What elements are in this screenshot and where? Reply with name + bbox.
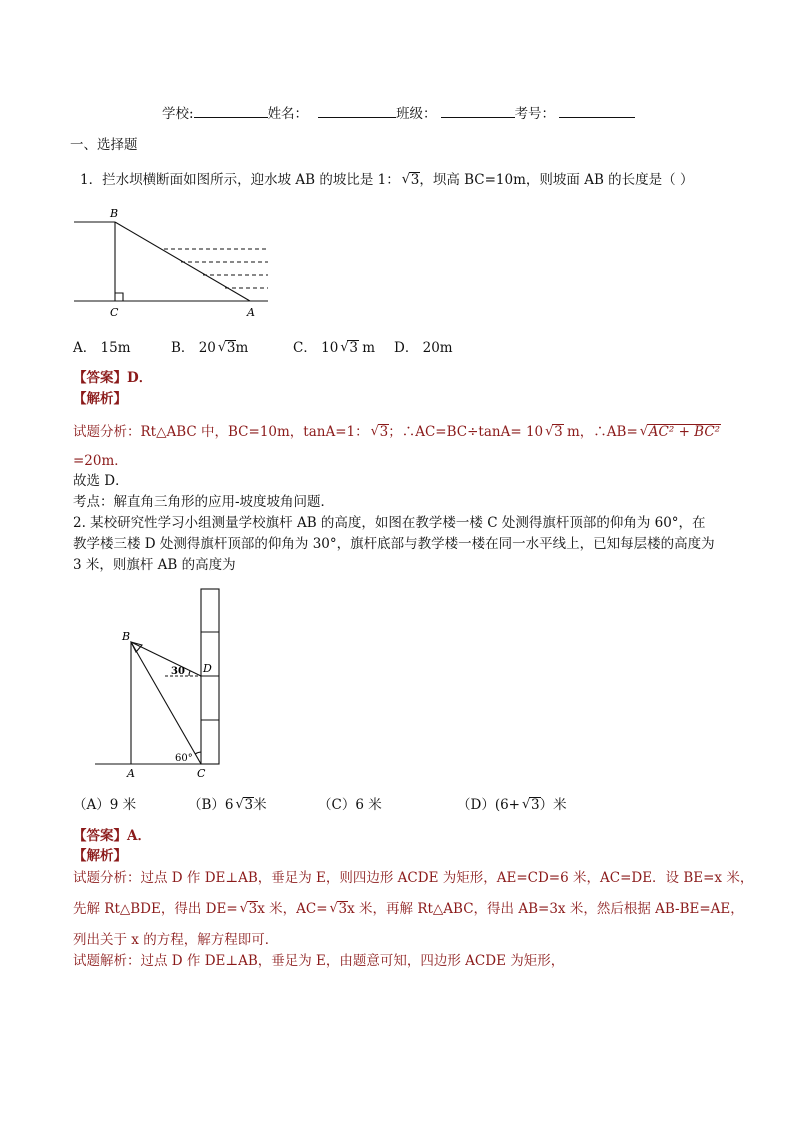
sqrt-3-symbol: √ 3 [522, 797, 540, 813]
right-angle-mark [115, 293, 123, 301]
q1-conclusion: 故选 D． [73, 473, 129, 489]
sqrt-3-symbol: √ 3 [329, 901, 348, 917]
section-title: 一、选择题 [70, 137, 138, 153]
sqrt-3-symbol: √ 3 [340, 340, 358, 356]
sqrt-3-symbol: √ 3 [235, 797, 254, 813]
name-label: 姓名： [267, 106, 309, 122]
sqrt-3-symbol: √ 3 [217, 340, 236, 356]
sqrt-3-symbol: √ 3 [401, 172, 420, 188]
q1-option-d[interactable]: D． 20m [394, 340, 453, 356]
q1-option-a[interactable]: A． 15m [73, 340, 131, 356]
sqrt-3-symbol: √ 3 [239, 901, 258, 917]
q2-option-d[interactable]: （D）(6+ √ 3）米 [457, 797, 567, 813]
angle-arc-30 [189, 671, 190, 676]
answer-value: D． [127, 370, 153, 386]
flag [131, 642, 142, 652]
q2-stem-line2: 教学楼三楼 D 处测得旗杆顶部的仰角为 30°，旗杆底部与教学楼一楼在同一水平线上，已知每层楼的高度为 [73, 536, 715, 552]
figure2-label-a: A [127, 767, 135, 780]
q1-option-c[interactable]: C． 10 √ 3 m [293, 340, 375, 356]
q1-answer [73, 368, 152, 388]
figure2-angle-60: 60° [175, 753, 193, 764]
building [201, 589, 219, 764]
class-field[interactable] [441, 103, 515, 118]
answer-value: A． [127, 828, 151, 844]
q2-option-b[interactable]: （B）6 √ 3米 [188, 797, 267, 813]
q1-stem-text-2: ，坝高 BC=10m，则坡面 AB 的长度是（ ） [419, 172, 694, 188]
answer-label: 【答案】 [73, 370, 127, 386]
exam-header [162, 103, 635, 124]
q1-analysis-result: =20m． [73, 453, 128, 469]
school-label: 学校: [162, 106, 194, 122]
q2-stem-line1: 2. 某校研究性学习小组测量学校旗杆 AB 的高度，如图在教学楼一楼 C 处测得旗杆顶部的仰角为 60°，在 [73, 515, 706, 531]
q2-option-a[interactable]: （A）9 米 [73, 797, 137, 813]
class-label: 班级： [396, 106, 437, 122]
figure2-angle-30: 30 [171, 666, 185, 677]
q2-option-c[interactable]: （C）6 米 [318, 797, 382, 813]
sqrt-3-symbol: √ 3 [370, 424, 389, 440]
q2-analysis-line2: 先解 Rt△BDE，得出 DE= √ 3x 米，AC= √ 3x 米，再解 Rt△ABC，得出 AB=3x 米，然后根据 AB-BE=AE， [73, 901, 744, 917]
school-field[interactable] [194, 103, 268, 118]
dam-label-b: B [110, 207, 119, 220]
sightline-bc [131, 642, 201, 764]
exam-no-field[interactable] [559, 103, 635, 118]
q1-analysis-label: 【解析】 [73, 391, 127, 407]
exam-no-label: 考号： [514, 106, 556, 122]
figure2-label-b: B [122, 630, 131, 643]
figure2-label-d: D [203, 662, 212, 675]
q2-stem-line3: 3 米，则旗杆 AB 的高度为 [73, 557, 236, 573]
figure2-label-c: C [197, 767, 206, 780]
name-field[interactable] [318, 103, 396, 118]
q1-analysis-text: 试题分析：Rt△ABC 中，BC=10m，tanA=1： √ 3；∴AC=BC÷tanA= 10 √ 3 m，∴AB= √ AC² + BC² [73, 424, 721, 440]
sightline-bd [131, 642, 201, 676]
sqrt-3-symbol: √ 3 [545, 424, 563, 440]
q1-stem-text: 拦水坝横断面如图所示，迎水坡 AB 的坡比是 1： [102, 172, 400, 188]
answer-label: 【答案】 [73, 828, 127, 844]
q2-analysis-line3: 列出关于 x 的方程，解方程即可． [73, 932, 279, 948]
q1-option-b[interactable]: B． 20 √ 3m [171, 340, 249, 356]
q1-number: 1． [80, 172, 103, 188]
q2-analysis-line1: 试题分析：过点 D 作 DE⊥AB，垂足为 E，则四边形 ACDE 为矩形，AE=CD=6 米，AC=DE．设 BE=x 米， [73, 870, 754, 886]
q2-analysis-label: 【解析】 [73, 848, 127, 864]
angle-arc-60 [195, 752, 201, 754]
dam-slope-ab [115, 222, 250, 301]
q1-kaodian: 考点：解直角三角形的应用-坡度坡角问题． [73, 494, 335, 510]
q1-stem [80, 170, 693, 190]
q2-answer [73, 826, 151, 846]
dam-label-c: C [110, 306, 119, 319]
sqrt-formula: √ AC² + BC² [639, 424, 721, 440]
q2-analysis-line4: 试题解析：过点 D 作 DE⊥AB，垂足为 E，由题意可知，四边形 ACDE 为矩形， [73, 953, 565, 969]
dam-label-a: A [247, 306, 255, 319]
